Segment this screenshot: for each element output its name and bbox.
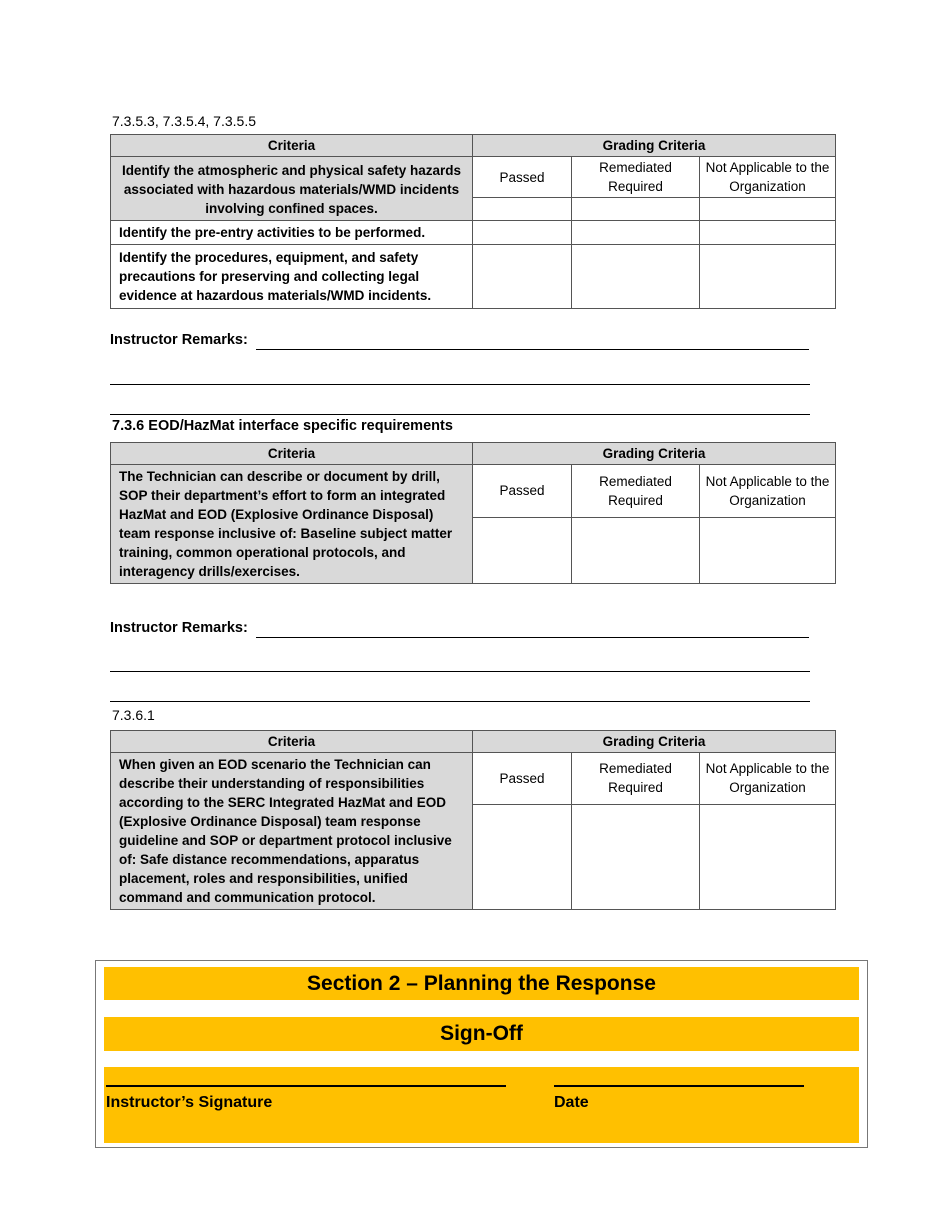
passed-checkbox[interactable] — [473, 804, 572, 909]
not-applicable-cell[interactable]: Not Applicable to the Organization — [700, 465, 836, 518]
instructor-signature-line[interactable] — [106, 1085, 506, 1087]
passed-checkbox[interactable] — [473, 221, 572, 245]
remediated-checkbox[interactable] — [572, 221, 700, 245]
not-applicable-checkbox[interactable] — [700, 245, 836, 309]
date-label: Date — [554, 1094, 589, 1111]
remediated-cell[interactable]: Remediated Required — [572, 753, 700, 805]
instructor-remarks-1 — [110, 332, 810, 348]
grading-table-1 — [110, 134, 836, 309]
section-title-7-3-6: 7.3.6 EOD/HazMat interface specific requirements — [112, 418, 453, 434]
remarks-line[interactable] — [110, 671, 810, 672]
passed-checkbox[interactable] — [473, 198, 572, 221]
not-applicable-cell[interactable]: Not Applicable to the Organization — [700, 157, 836, 198]
criteria-cell: Identify the atmospheric and physical safety hazards associated with hazardous materials/WMD incidents involving confined spaces. — [111, 157, 473, 221]
criteria-header: Criteria — [111, 443, 473, 465]
remediated-cell[interactable]: Remediated Required — [572, 157, 700, 198]
grading-table-3 — [110, 730, 836, 910]
remediated-checkbox[interactable] — [572, 245, 700, 309]
section-ref-1: 7.3.5.3, 7.3.5.4, 7.3.5.5 — [112, 113, 256, 129]
instructor-signature-label: Instructor’s Signature — [106, 1094, 273, 1111]
remediated-cell[interactable]: Remediated Required — [572, 465, 700, 518]
remarks-line[interactable] — [256, 349, 809, 350]
remarks-line[interactable] — [110, 701, 810, 702]
criteria-header: Criteria — [111, 135, 473, 157]
remediated-checkbox[interactable] — [572, 804, 700, 909]
remarks-line[interactable] — [110, 384, 810, 385]
remediated-checkbox[interactable] — [572, 198, 700, 221]
passed-cell[interactable]: Passed — [473, 157, 572, 198]
passed-cell[interactable]: Passed — [473, 753, 572, 805]
criteria-cell: Identify the procedures, equipment, and safety precautions for preserving and collecting legal evidence at hazardous materials/WMD incidents. — [111, 245, 473, 309]
signature-band — [104, 1067, 859, 1143]
criteria-cell: Identify the pre-entry activities to be performed. — [111, 221, 473, 245]
section-ref-3: 7.3.6.1 — [112, 707, 155, 723]
criteria-header: Criteria — [111, 731, 473, 753]
passed-cell[interactable]: Passed — [473, 465, 572, 518]
not-applicable-checkbox[interactable] — [700, 198, 836, 221]
remarks-label: Instructor Remarks: — [110, 332, 248, 348]
signoff-title-banner: Sign-Off — [104, 1017, 859, 1051]
passed-checkbox[interactable] — [473, 245, 572, 309]
instructor-remarks-2 — [110, 620, 810, 636]
remarks-label: Instructor Remarks: — [110, 620, 248, 636]
criteria-cell: When given an EOD scenario the Technician can describe their understanding of responsibilities according to the SERC Integrated HazMat and EOD (Explosive Ordinance Disposal) team response guideline and SOP or department protocol inclusive of: Safe distance recommendations, apparatus placement, roles and responsibilities, unified command and communication protocol. — [111, 753, 473, 910]
section-title-banner: Section 2 – Planning the Response — [104, 967, 859, 1000]
passed-checkbox[interactable] — [473, 517, 572, 583]
grading-criteria-header: Grading Criteria — [473, 135, 836, 157]
remarks-line[interactable] — [256, 637, 809, 638]
signoff-box — [95, 960, 868, 1148]
grading-criteria-header: Grading Criteria — [473, 731, 836, 753]
date-line[interactable] — [554, 1085, 804, 1087]
grading-criteria-header: Grading Criteria — [473, 443, 836, 465]
not-applicable-cell[interactable]: Not Applicable to the Organization — [700, 753, 836, 805]
remarks-line[interactable] — [110, 414, 810, 415]
remediated-checkbox[interactable] — [572, 517, 700, 583]
not-applicable-checkbox[interactable] — [700, 804, 836, 909]
grading-table-2 — [110, 442, 836, 584]
not-applicable-checkbox[interactable] — [700, 221, 836, 245]
not-applicable-checkbox[interactable] — [700, 517, 836, 583]
criteria-cell: The Technician can describe or document by drill, SOP their department’s effort to form an integrated HazMat and EOD (Explosive Ordinance Disposal) team response inclusive of: Baseline subject matter training, common operational protocols, and interagency drills/exercises. — [111, 465, 473, 584]
